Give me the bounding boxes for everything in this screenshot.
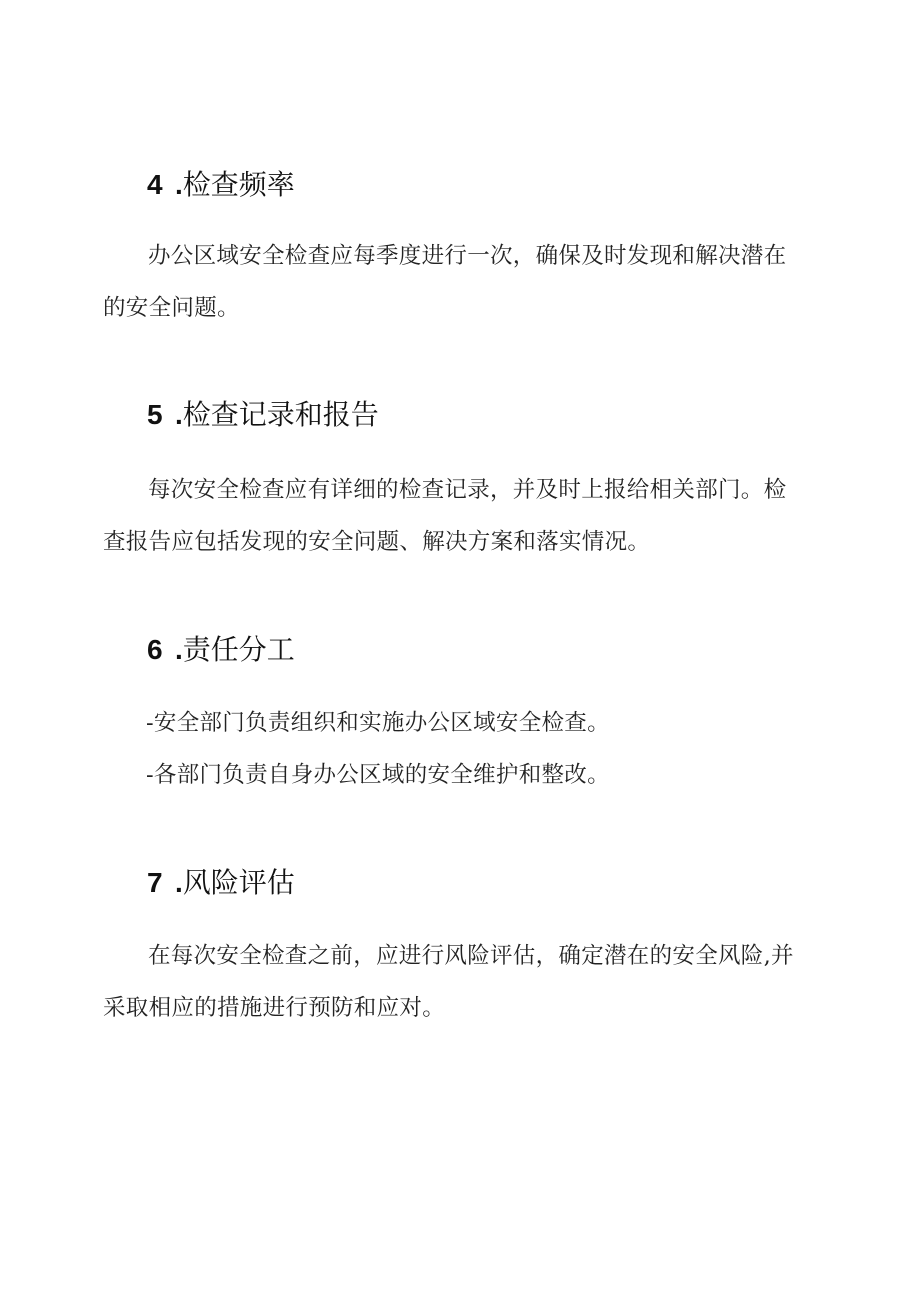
section-dot: . — [175, 399, 183, 430]
section-heading — [147, 632, 295, 668]
paragraph-line: 采取相应的措施进行预防和应对。 — [103, 995, 446, 1021]
list-item: -安全部门负责组织和实施办公区域安全检查。 — [146, 710, 610, 736]
paragraph-line: 在每次安全检查之前，应进行风险评估，确定潜在的安全风险,并 — [148, 943, 794, 969]
section-heading — [147, 167, 295, 203]
section-heading — [147, 397, 379, 433]
section-heading — [147, 865, 295, 901]
section-title: 风险评估 — [182, 866, 295, 899]
section-number: 5 — [147, 399, 163, 430]
section-number: 4 — [147, 169, 163, 200]
paragraph-line: 查报告应包括发现的安全问题、解决方案和落实情况。 — [103, 529, 651, 555]
section-dot: . — [175, 867, 183, 898]
section-number: 7 — [147, 867, 163, 898]
section-paragraph — [146, 697, 610, 801]
section-dot: . — [175, 634, 183, 665]
paragraph-line: 的安全问题。 — [103, 295, 240, 321]
section-number: 6 — [147, 634, 163, 665]
paragraph-line: 办公区域安全检查应每季度进行一次，确保及时发现和解决潜在 — [148, 243, 787, 269]
paragraph-line: 每次安全检查应有详细的检查记录，并及时上报给相关部门。检 — [148, 477, 787, 503]
section-paragraph — [103, 930, 794, 1034]
list-item: -各部门负责自身办公区域的安全维护和整改。 — [146, 762, 610, 788]
section-title: 责任分工 — [182, 633, 295, 666]
section-title: 检查记录和报告 — [182, 398, 379, 431]
section-paragraph — [103, 230, 786, 334]
section-paragraph — [103, 464, 786, 568]
section-title: 检查频率 — [182, 168, 295, 201]
section-dot: . — [175, 169, 183, 200]
